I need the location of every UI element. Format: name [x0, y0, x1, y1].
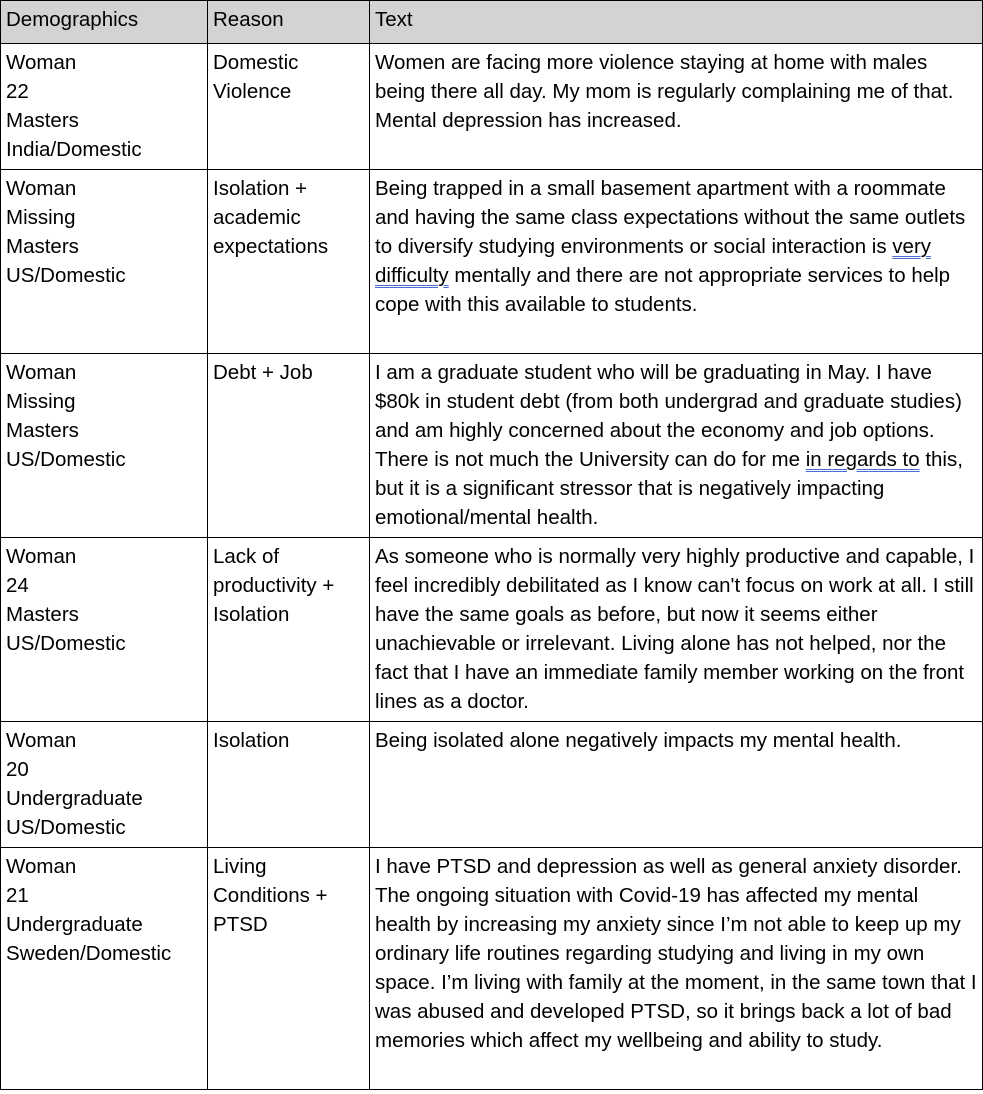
demographics-cell [1, 170, 208, 354]
demographics-cell [1, 44, 208, 170]
reason-cell [208, 538, 370, 722]
response-text-continued: this, but it is a significant stressor that is negatively impacting emotional/mental health. [375, 448, 963, 529]
reason-line: Debt + Job [213, 361, 313, 384]
response-text: Being trapped in a small basement apartment with a roommate and having the same class expectations without the same outlets to diversify studying environments or social interaction is [375, 177, 966, 258]
reason-cell [208, 722, 370, 848]
reason-line: Violence [213, 80, 292, 103]
response-text: As someone who is normally very highly productive and capable, I feel incredibly debilitated as I know can't focus on work at all. I still have the same goals as before, but now it seems either unachievable or irrelevant. Living alone has not helped, nor the fact that I have an immediate family member working on the front lines as a doctor. [375, 545, 975, 713]
demographics-cell [1, 722, 208, 848]
demographic-age: 20 [6, 758, 29, 781]
reason-line: Living [213, 855, 267, 878]
demographic-age: 21 [6, 884, 29, 907]
reason-cell [208, 354, 370, 538]
table-header [1, 1, 983, 44]
demographic-origin: US/Domestic [6, 632, 126, 655]
demographic-age: Missing [6, 390, 76, 413]
reason-cell [208, 170, 370, 354]
reason-line: Isolation [213, 603, 290, 626]
text-cell [370, 170, 983, 354]
demographic-origin: US/Domestic [6, 448, 126, 471]
table-row [1, 170, 983, 354]
text-cell [370, 848, 983, 1090]
table-row [1, 722, 983, 848]
demographic-gender: Woman [6, 545, 77, 568]
reason-line: Conditions + [213, 884, 328, 907]
demographic-gender: Woman [6, 729, 77, 752]
grammar-flagged-phrase: very difficulty [375, 235, 932, 287]
demographic-origin: US/Domestic [6, 264, 126, 287]
demographic-degree: Masters [6, 235, 79, 258]
reason-line: expectations [213, 235, 329, 258]
text-cell [370, 354, 983, 538]
reason-line: Domestic [213, 51, 299, 74]
demographic-origin: US/Domestic [6, 816, 126, 839]
table-row [1, 354, 983, 538]
grammar-flagged-phrase: in regards to [805, 448, 920, 471]
demographic-degree: Undergraduate [6, 913, 143, 936]
demographic-gender: Woman [6, 361, 77, 384]
header-row [1, 1, 983, 44]
reason-line: PTSD [213, 913, 268, 936]
demographics-cell [1, 848, 208, 1090]
response-text: I am a graduate student who will be graduating in May. I have $80k in student debt (from both undergrad and graduate studies) and am highly concerned about the economy and job options. There is not much the University can do for me [375, 361, 962, 471]
response-text: Women are facing more violence staying at home with males being there all day. My mom is regularly complaining me of that. Mental depression has increased. [375, 51, 954, 132]
reason-line: Isolation + [213, 177, 308, 200]
demographic-gender: Woman [6, 177, 77, 200]
header-demographics: Demographics [1, 1, 208, 44]
reason-cell [208, 44, 370, 170]
demographic-degree: Undergraduate [6, 787, 143, 810]
demographic-degree: Masters [6, 109, 79, 132]
table-row [1, 44, 983, 170]
header-reason: Reason [208, 1, 370, 44]
reason-line: Isolation [213, 729, 290, 752]
table-row [1, 848, 983, 1090]
reason-line: Lack of [213, 545, 280, 568]
demographics-cell [1, 538, 208, 722]
reason-cell [208, 848, 370, 1090]
table-row [1, 538, 983, 722]
demographic-age: 24 [6, 574, 29, 597]
demographic-degree: Masters [6, 603, 79, 626]
response-text: Being isolated alone negatively impacts my mental health. [375, 729, 902, 752]
header-text: Text [370, 1, 983, 44]
response-text: I have PTSD and depression as well as general anxiety disorder. The ongoing situation with Covid-19 has affected my mental health by increasing my anxiety since I’m not able to keep up my ordinary life routines regarding studying and living in my own space. I’m living with family at the moment, in the same town that I was abused and developed PTSD, so it brings back a lot of bad memories which affect my wellbeing and ability to study. [375, 855, 977, 1052]
response-text-continued: mentally and there are not appropriate services to help cope with this available to students. [375, 264, 951, 316]
reason-line: productivity + [213, 574, 335, 597]
demographic-age: 22 [6, 80, 29, 103]
reason-line: academic [213, 206, 301, 229]
text-cell [370, 722, 983, 848]
demographic-gender: Woman [6, 855, 77, 878]
text-cell [370, 538, 983, 722]
demographic-origin: Sweden/Domestic [6, 942, 172, 965]
demographic-degree: Masters [6, 419, 79, 442]
demographic-age: Missing [6, 206, 76, 229]
text-cell [370, 44, 983, 170]
table-body [1, 44, 983, 1090]
demographics-cell [1, 354, 208, 538]
demographic-gender: Woman [6, 51, 77, 74]
demographic-origin: India/Domestic [6, 138, 142, 161]
